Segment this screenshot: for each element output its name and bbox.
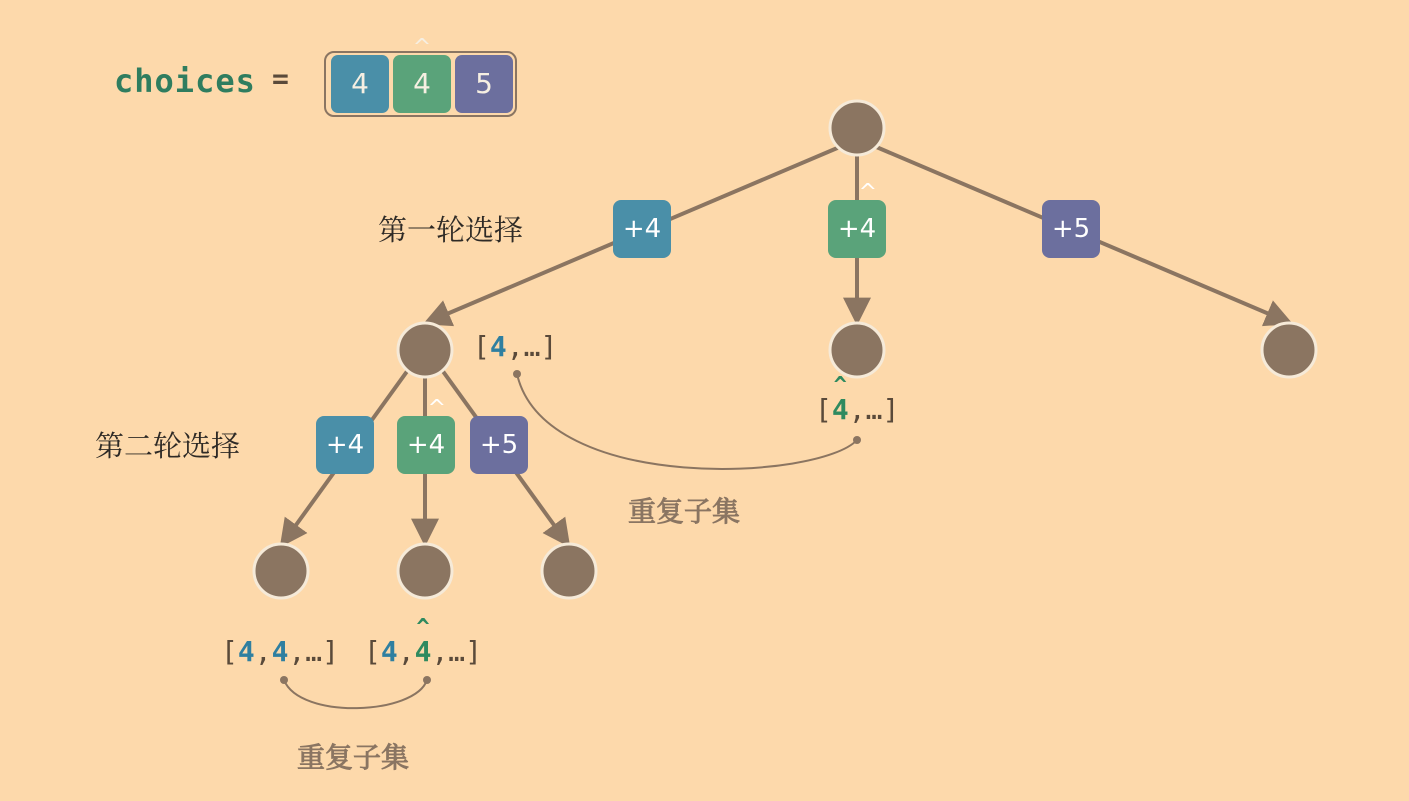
choices-label: choices bbox=[114, 62, 256, 100]
edge-badge-second-plus4-hat: +^ 4 bbox=[397, 416, 455, 474]
duplicate-dot-upper-a bbox=[513, 370, 521, 378]
sequence-label-c: [4,4,…] bbox=[221, 635, 340, 668]
node-root bbox=[830, 101, 884, 155]
edge-badge-second-plus5: +5 bbox=[470, 416, 528, 474]
edge-badge-first-plus5: +5 bbox=[1042, 200, 1100, 258]
edge-badge-first-plus4: +4 bbox=[613, 200, 671, 258]
node-leaf-a bbox=[254, 544, 308, 598]
edge-badge-first-plus4-hat-value: ^ 4 bbox=[860, 200, 877, 258]
round-label-second: 第二轮选择 bbox=[95, 429, 241, 463]
sequence-label-d: [4,^ 4,…] bbox=[364, 635, 482, 668]
edge-badge-second-plus4: +4 bbox=[316, 416, 374, 474]
duplicate-dot-lower-a bbox=[280, 676, 288, 684]
duplicate-curve-lower bbox=[284, 680, 427, 708]
node-leaf-c bbox=[542, 544, 596, 598]
node-left bbox=[398, 323, 452, 377]
choice-cell-4: 4 bbox=[331, 55, 389, 113]
duplicate-curve-upper bbox=[517, 374, 857, 469]
duplicate-dot-upper-b bbox=[853, 436, 861, 444]
choice-cell-4-hat bbox=[393, 55, 451, 113]
duplicate-dot-lower-b bbox=[423, 676, 431, 684]
edge-badge-first-plus4-hat: +^ 4 bbox=[828, 200, 886, 258]
choices-equals: = bbox=[272, 62, 289, 95]
choice-cell-4-hat-value: ^ 4 bbox=[413, 55, 431, 113]
edge-badge-second-plus4-hat-value: ^ 4 bbox=[429, 416, 446, 474]
choice-cell-5: 5 bbox=[455, 55, 513, 113]
round-label-first: 第一轮选择 bbox=[378, 213, 524, 247]
duplicate-subset-label-lower: 重复子集 bbox=[297, 741, 410, 774]
node-leaf-b bbox=[398, 544, 452, 598]
node-right bbox=[1262, 323, 1316, 377]
node-middle bbox=[830, 323, 884, 377]
duplicate-subset-label-upper: 重复子集 bbox=[628, 495, 741, 528]
sequence-label-b: [^ 4,…] bbox=[815, 393, 899, 426]
sequence-label-a: [4,…] bbox=[473, 330, 558, 363]
